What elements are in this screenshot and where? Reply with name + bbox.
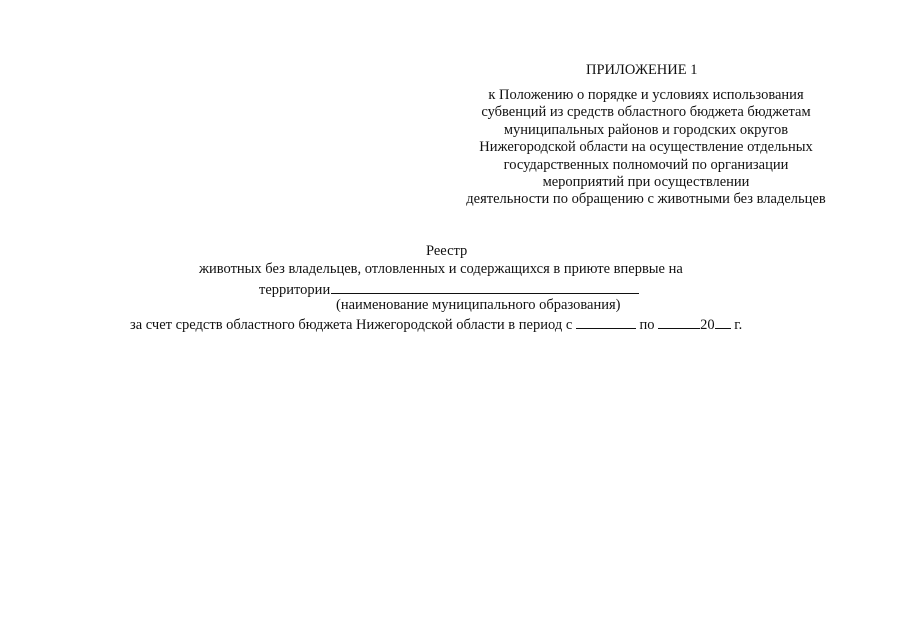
year-suffix: г. xyxy=(734,317,743,333)
annex-line: субвенций из средств областного бюджета бюджетам xyxy=(481,104,811,121)
period-to-label: по xyxy=(639,317,655,333)
annex-line: деятельности по обращению с животными без владельцев xyxy=(466,191,826,208)
territory-label: территории xyxy=(259,282,331,298)
annex-line: государственных полномочий по организации xyxy=(503,156,789,173)
annex-line: Нижегородской области на осуществление отдельных xyxy=(479,139,813,156)
period-prefix: за счет средств областного бюджета Нижегородской области в период с xyxy=(130,317,573,333)
annex-reference xyxy=(440,87,852,209)
period-from-blank-field[interactable] xyxy=(576,315,636,329)
register-title: Реестр xyxy=(426,243,468,259)
territory-blank-field[interactable] xyxy=(331,279,639,294)
annex-heading: ПРИЛОЖЕНИЕ 1 xyxy=(586,62,698,78)
annex-line: мероприятий при осуществлении xyxy=(542,174,750,191)
annex-line: муниципальных районов и городских округов xyxy=(503,121,789,138)
year-blank-field[interactable] xyxy=(715,315,731,329)
territory-hint: (наименование муниципального образования) xyxy=(336,297,621,313)
period-row xyxy=(130,315,742,334)
territory-row xyxy=(259,279,639,299)
year-prefix: 20 xyxy=(700,317,715,333)
register-subtitle: животных без владельцев, отловленных и содержащихся в приюте впервые на xyxy=(199,261,683,277)
annex-line: к Положению о порядке и условиях использования xyxy=(488,87,804,103)
period-to-blank-field[interactable] xyxy=(658,315,700,329)
